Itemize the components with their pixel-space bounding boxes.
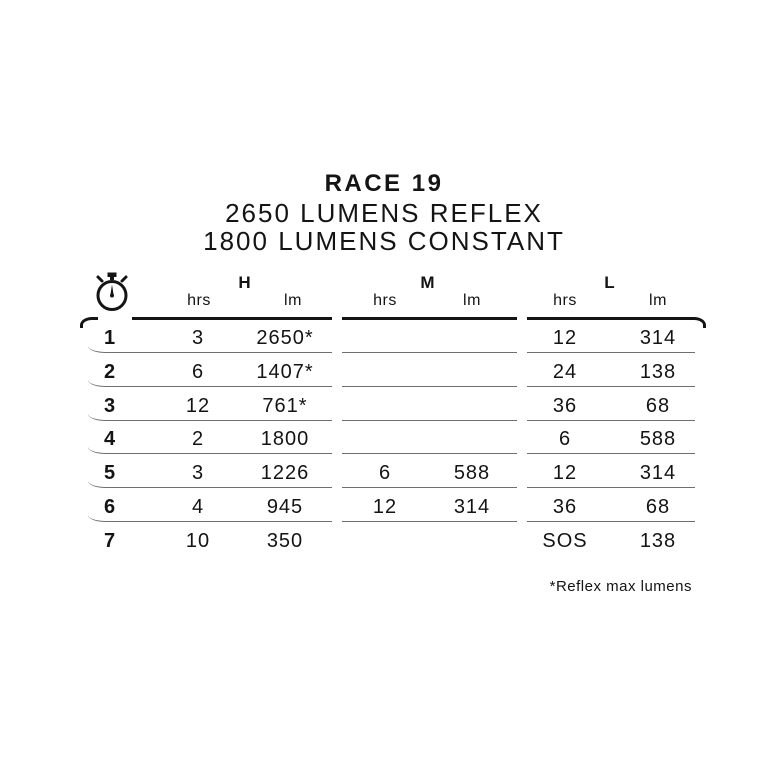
l-lm-value: 68 [645,395,671,417]
m-lm-value: 314 [453,496,491,518]
h-hrs-value: 3 [191,327,205,349]
col-header-m-lm: lm [463,292,481,309]
l-lm-value: 314 [639,327,677,349]
table-row [80,355,705,389]
table-row [80,456,705,490]
col-header-l-lm: lm [649,292,667,309]
h-lm-value: 1800 [260,428,310,450]
l-lm-value: 314 [639,462,677,484]
row-separator [342,386,517,387]
row-separator [527,386,695,387]
h-lm-value: 2650* [256,327,314,349]
h-lm-value: 761* [262,395,308,417]
column-group-medium: M [420,273,436,292]
row-separator [342,420,517,421]
l-hrs-value: 24 [552,361,578,383]
header-rule-high [132,317,332,320]
col-header-h-lm: lm [284,292,302,309]
table-row [80,490,705,524]
header-rule-medium [342,317,517,320]
footnote: *Reflex max lumens [549,578,692,595]
h-lm-value: 350 [266,530,304,552]
row-separator [88,413,332,421]
runtime-table [80,266,705,578]
h-hrs-value: 3 [191,462,205,484]
l-hrs-value: SOS [542,530,588,552]
l-hrs-value: 36 [552,395,578,417]
h-lm-value: 1407* [256,361,314,383]
l-lm-value: 68 [645,496,671,518]
mode-number: 5 [103,462,117,484]
l-hrs-value: 12 [552,327,578,349]
row-separator [88,480,332,488]
row-separator [527,487,695,488]
mode-number: 3 [103,395,117,417]
subtitle-constant: 1800 LUMENS CONSTANT [203,226,565,256]
title-block [0,169,768,255]
h-lm-value: 1226 [260,462,310,484]
mode-number: 4 [103,428,117,450]
l-hrs-value: 6 [558,428,572,450]
subtitle-reflex: 2650 LUMENS REFLEX [225,198,543,228]
h-hrs-value: 10 [185,530,211,552]
mode-number: 6 [103,496,117,518]
row-separator [88,446,332,454]
row-separator [527,352,695,353]
mode-number: 2 [103,361,117,383]
h-hrs-value: 12 [185,395,211,417]
m-hrs-value: 6 [378,462,392,484]
col-header-l-hrs: hrs [553,292,577,309]
m-lm-value: 588 [453,462,491,484]
l-lm-value: 138 [639,530,677,552]
l-lm-value: 138 [639,361,677,383]
row-separator [88,345,332,353]
row-separator [527,420,695,421]
row-separator [342,521,517,522]
row-separator [342,453,517,454]
table-row [80,422,705,456]
table-row [80,524,705,558]
l-hrs-value: 12 [552,462,578,484]
h-hrs-value: 4 [191,496,205,518]
h-hrs-value: 6 [191,361,205,383]
column-group-low: L [604,273,616,292]
row-separator [88,379,332,387]
table-row [80,321,705,355]
row-separator [342,352,517,353]
l-lm-value: 588 [639,428,677,450]
col-header-h-hrs: hrs [187,292,211,309]
product-name: RACE 19 [324,170,444,197]
row-separator [88,514,332,522]
row-separator [527,521,695,522]
l-hrs-value: 36 [552,496,578,518]
mode-number: 1 [103,327,117,349]
mode-number: 7 [103,530,117,552]
row-separator [527,453,695,454]
col-header-m-hrs: hrs [373,292,397,309]
row-separator [342,487,517,488]
m-hrs-value: 12 [372,496,398,518]
h-lm-value: 945 [266,496,304,518]
column-group-high: H [238,273,252,292]
h-hrs-value: 2 [191,428,205,450]
table-row [80,389,705,423]
